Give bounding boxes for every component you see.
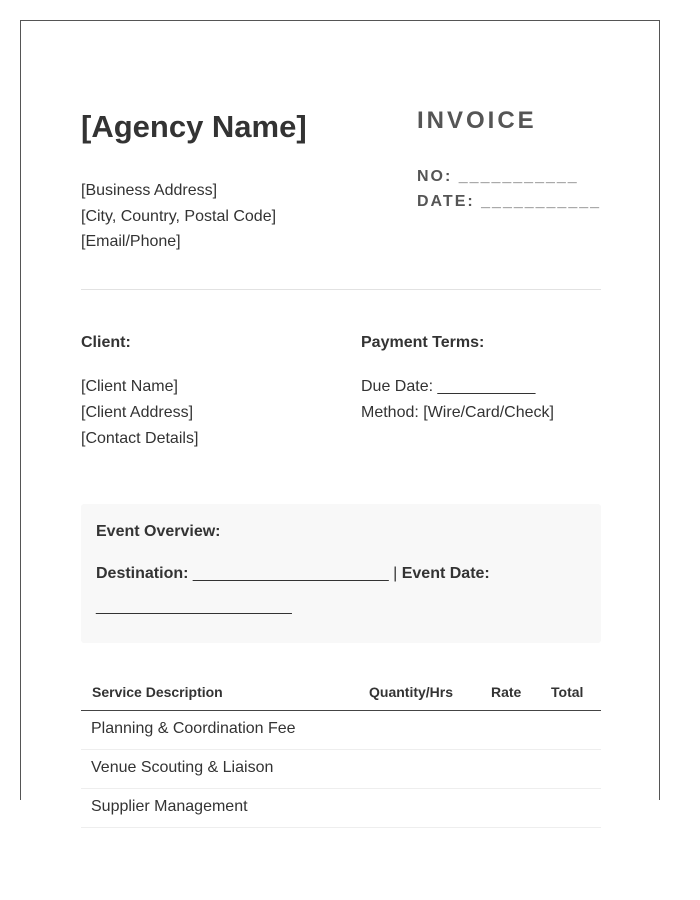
agency-contact: [Email/Phone] <box>81 233 181 250</box>
invoice-sheet <box>20 20 660 815</box>
event-overview-box <box>81 504 601 643</box>
header-rate: Rate <box>491 684 522 700</box>
payment-terms-heading: Payment Terms: <box>361 334 485 351</box>
payment-terms-details <box>361 374 554 426</box>
destination-blank: ______________________ | <box>188 565 402 582</box>
agency-business-address: [Business Address] <box>81 182 218 199</box>
table-row <box>81 789 601 828</box>
client-name: [Client Name] <box>81 378 178 395</box>
service-description: Venue Scouting & Liaison <box>91 759 274 776</box>
invoice-number: NO: ___________ <box>417 168 579 185</box>
header-quantity: Quantity/Hrs <box>369 684 454 700</box>
agency-address-block <box>81 178 276 255</box>
destination-label: Destination: <box>96 565 189 582</box>
agency-name: [Agency Name] <box>81 109 307 144</box>
invoice-meta <box>417 164 601 214</box>
invoice-date: DATE: ___________ <box>417 193 602 210</box>
event-destination-line <box>96 565 490 583</box>
header-service-description: Service Description <box>92 684 223 700</box>
client-address: [Client Address] <box>81 404 194 421</box>
client-heading: Client: <box>81 334 131 351</box>
services-table <box>81 681 601 828</box>
client-contact: [Contact Details] <box>81 430 199 447</box>
payment-due-date: Due Date: ___________ <box>361 378 536 395</box>
payment-method: Method: [Wire/Card/Check] <box>361 404 554 421</box>
header-divider <box>81 289 601 290</box>
event-date-blank: ______________________ <box>96 598 292 615</box>
table-row <box>81 711 601 750</box>
event-overview-heading: Event Overview: <box>96 523 221 540</box>
header-total: Total <box>551 684 584 700</box>
invoice-title: INVOICE <box>417 107 537 134</box>
client-details <box>81 374 198 452</box>
event-date-label: Event Date: <box>401 565 490 582</box>
service-description: Planning & Coordination Fee <box>91 720 296 737</box>
agency-city-country: [City, Country, Postal Code] <box>81 207 277 225</box>
service-description: Supplier Management <box>91 798 248 815</box>
table-row <box>81 750 601 789</box>
table-header <box>81 681 601 711</box>
